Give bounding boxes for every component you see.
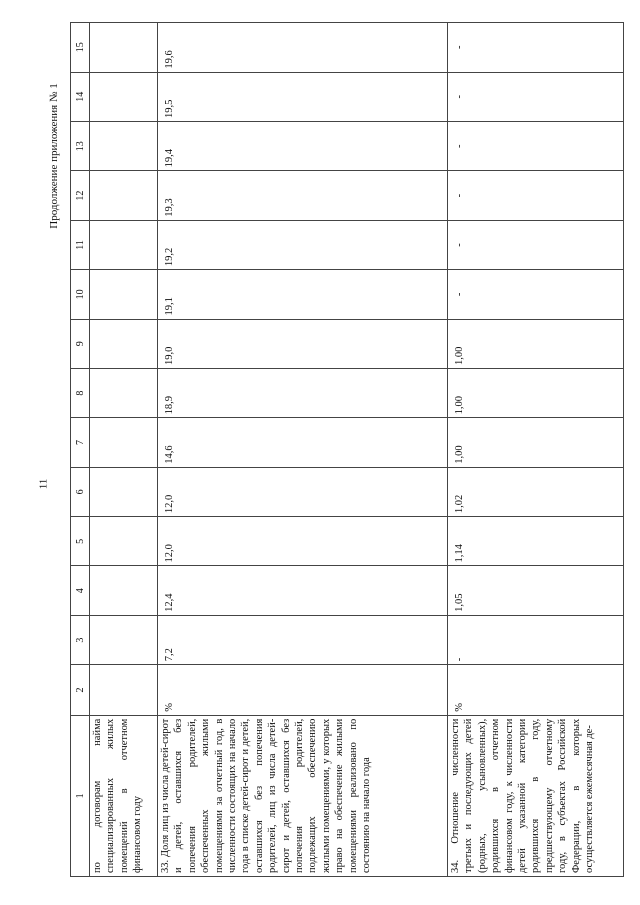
col-header: 15 xyxy=(71,23,90,73)
value-cell xyxy=(90,121,158,170)
table-row xyxy=(448,23,624,877)
value-cell: 19,2 xyxy=(158,220,448,269)
value-cell xyxy=(90,418,158,467)
unit-cell: % xyxy=(448,665,624,715)
value-cell: 12,4 xyxy=(158,566,448,615)
table-row xyxy=(90,23,158,877)
value-cell: - xyxy=(448,171,624,220)
col-header: 4 xyxy=(71,566,90,615)
value-cell: 1,02 xyxy=(448,467,624,516)
col-header: 13 xyxy=(71,121,90,170)
value-cell: - xyxy=(448,72,624,121)
value-cell: 7,2 xyxy=(158,615,448,664)
rotated-table-wrapper xyxy=(70,22,624,877)
indicator-description: 34. Отношение численности третьих и последующих детей (родных, усыновленных), родившихся в отчетном финансовом году, к численности детей указанной категории родившихся в году, предшествующему отчетному году, в субъектах Российской Федерации, в которых осуществляется ежемесячная де- xyxy=(448,715,624,876)
value-cell: 1,00 xyxy=(448,368,624,417)
value-cell: - xyxy=(448,23,624,73)
col-header: 3 xyxy=(71,615,90,664)
value-cell xyxy=(90,517,158,566)
value-cell xyxy=(90,72,158,121)
value-cell xyxy=(90,23,158,73)
page-number: 11 xyxy=(37,478,50,490)
value-cell: 1,00 xyxy=(448,319,624,368)
indicator-description: по договорам найма специализированных жилых помещений в отчетном финансовом году xyxy=(90,715,158,876)
col-header: 10 xyxy=(71,270,90,319)
value-cell xyxy=(90,220,158,269)
value-cell xyxy=(90,566,158,615)
value-cell: 19,6 xyxy=(158,23,448,73)
value-cell xyxy=(90,615,158,664)
indicator-table xyxy=(70,22,624,877)
value-cell: 18,9 xyxy=(158,368,448,417)
value-cell xyxy=(90,368,158,417)
col-header: 7 xyxy=(71,418,90,467)
value-cell: - xyxy=(448,220,624,269)
value-cell: - xyxy=(448,270,624,319)
value-cell xyxy=(90,467,158,516)
value-cell: 1,05 xyxy=(448,566,624,615)
unit-cell: % xyxy=(158,665,448,715)
col-header: 12 xyxy=(71,171,90,220)
value-cell xyxy=(90,171,158,220)
col-header: 5 xyxy=(71,517,90,566)
value-cell: 1,14 xyxy=(448,517,624,566)
value-cell: 12,0 xyxy=(158,467,448,516)
col-header: 14 xyxy=(71,72,90,121)
value-cell xyxy=(90,270,158,319)
value-cell: 19,4 xyxy=(158,121,448,170)
col-header: 11 xyxy=(71,220,90,269)
value-cell: 19,3 xyxy=(158,171,448,220)
value-cell: 12,0 xyxy=(158,517,448,566)
value-cell: 14,6 xyxy=(158,418,448,467)
unit-cell xyxy=(90,665,158,715)
col-header: 8 xyxy=(71,368,90,417)
value-cell: 19,5 xyxy=(158,72,448,121)
value-cell: 19,1 xyxy=(158,270,448,319)
value-cell: 19,0 xyxy=(158,319,448,368)
value-cell: - xyxy=(448,615,624,664)
col-header: 6 xyxy=(71,467,90,516)
indicator-description: 33. Доля лиц из числа детей-сирот и детей, оставшихся без попечения родителей, обеспеченных жилыми помещениями за отчетный год, в численности состоящих на начало года в списке детей-сирот и детей, оставшихся без попечения родителей, лиц из числа детей-сирот и детей, оставшихся без попечения родителей, подлежащих обеспечению жилыми помещениями, у которых право на обеспечение жилыми помещениями реализовано по состоянию на начало года xyxy=(158,715,448,876)
table-row xyxy=(158,23,448,877)
col-header: 9 xyxy=(71,319,90,368)
col-header: 2 xyxy=(71,665,90,715)
value-cell xyxy=(90,319,158,368)
value-cell: 1,00 xyxy=(448,418,624,467)
continuation-label: Продолжение приложения № 1 xyxy=(48,83,60,229)
value-cell: - xyxy=(448,121,624,170)
col-header: 1 xyxy=(71,715,90,876)
column-number-row xyxy=(71,23,90,877)
